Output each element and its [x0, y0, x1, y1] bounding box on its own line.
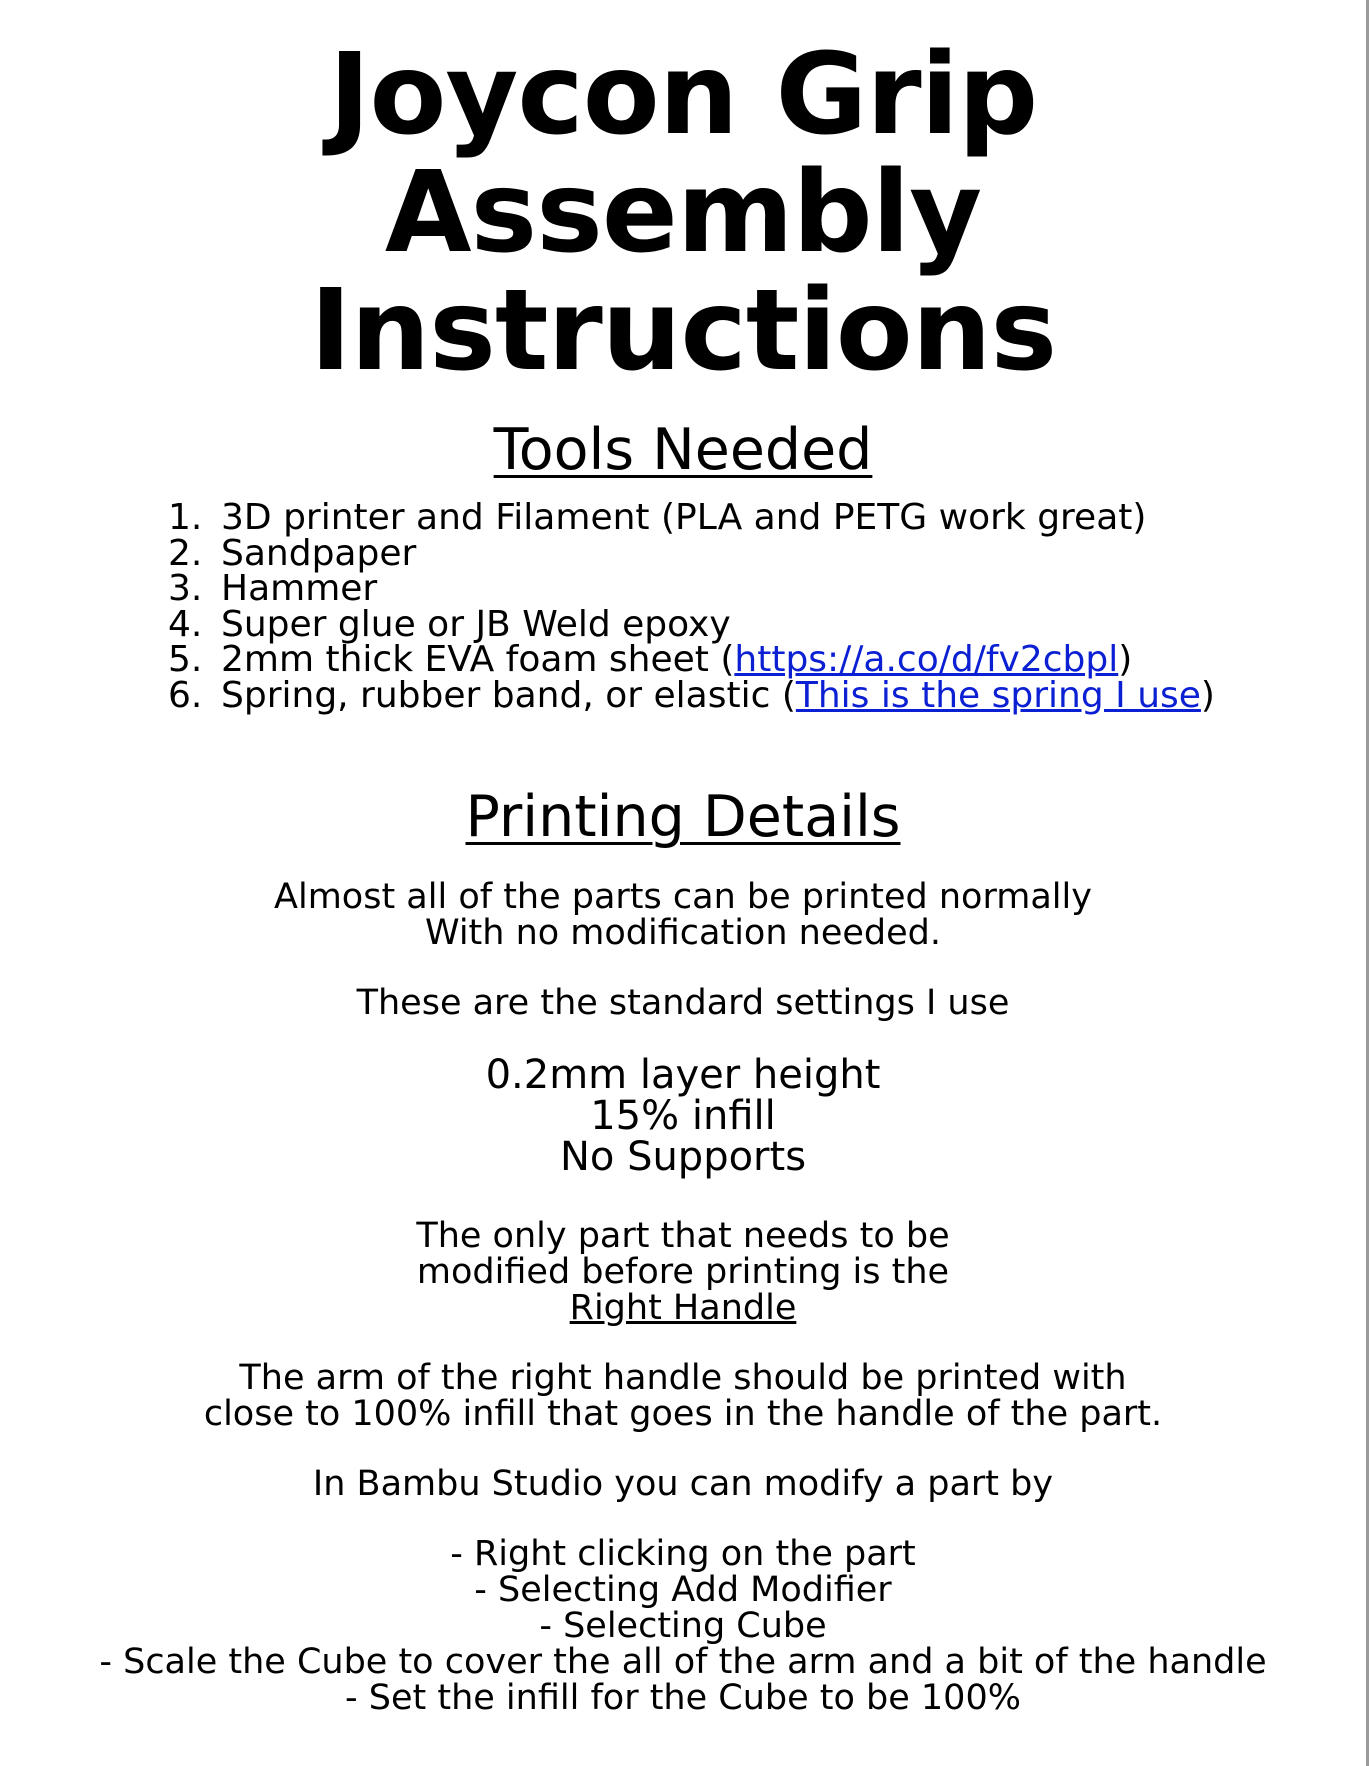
bambu-intro: In Bambu Studio you can modify a part by	[312, 1464, 1054, 1504]
step-line: - Set the infill for the Cube to be 100%	[345, 1678, 1021, 1718]
title-line-2: Assembly Instructions	[309, 148, 1057, 396]
arm-note	[0, 1360, 1366, 1432]
setting-line: No Supports	[559, 1134, 807, 1180]
tools-list	[168, 497, 1366, 716]
list-text-suffix: )	[1200, 674, 1215, 716]
modify-note	[0, 1218, 1366, 1326]
list-text: 3D printer and Filament (PLA and PETG work great)	[221, 497, 1147, 538]
list-item	[168, 532, 1366, 574]
step-line: - Selecting Add Modifier	[474, 1570, 892, 1610]
note-line: close to 100% infill that goes in the handle of the part.	[203, 1394, 1163, 1434]
printing-intro	[0, 879, 1366, 951]
list-text: Super glue or JB Weld epoxy	[221, 603, 731, 645]
list-number: 5.	[168, 639, 203, 680]
list-text: Spring, rubber band, or elastic (	[221, 674, 796, 716]
list-text-suffix: )	[1118, 639, 1133, 680]
list-item	[168, 603, 1366, 645]
list-number: 3.	[168, 568, 203, 609]
list-item	[168, 497, 1366, 538]
tools-heading: Tools Needed	[493, 417, 873, 483]
note-line: The only part that needs to be	[416, 1216, 950, 1256]
note-line: modified before printing is the	[416, 1252, 950, 1292]
list-number: 4.	[168, 603, 203, 645]
list-number: 1.	[168, 497, 203, 538]
right-handle-label: Right Handle	[569, 1288, 797, 1328]
list-number: 6.	[168, 674, 203, 716]
modifier-steps	[0, 1536, 1366, 1716]
intro-line: With no modification needed.	[424, 913, 941, 953]
title-line-1: Joycon Grip	[328, 30, 1038, 160]
intro-line: Almost all of the parts can be printed normally	[274, 877, 1092, 917]
settings-list	[0, 1052, 1366, 1180]
list-item	[168, 639, 1366, 680]
list-text: Sandpaper	[221, 532, 417, 574]
note-line: The arm of the right handle should be printed with	[239, 1358, 1127, 1398]
foam-sheet-link[interactable]: https://a.co/d/fv2cbpl	[734, 639, 1119, 680]
step-line: - Right clicking on the part	[450, 1534, 916, 1574]
step-line: - Scale the Cube to cover the all of the arm and a bit of the handle	[99, 1642, 1267, 1682]
settings-intro: These are the standard settings I use	[356, 983, 1010, 1023]
spring-link[interactable]: This is the spring I use	[795, 674, 1201, 716]
list-text: 2mm thick EVA foam sheet (	[221, 639, 735, 680]
setting-line: 15% infill	[590, 1093, 776, 1139]
list-text: Hammer	[221, 568, 378, 609]
list-item	[168, 674, 1366, 716]
setting-line: 0.2mm layer height	[485, 1052, 881, 1098]
document-title	[0, 30, 1366, 396]
list-number: 2.	[168, 532, 203, 574]
list-item	[168, 568, 1366, 609]
printing-heading: Printing Details	[465, 784, 901, 850]
step-line: - Selecting Cube	[539, 1606, 827, 1646]
